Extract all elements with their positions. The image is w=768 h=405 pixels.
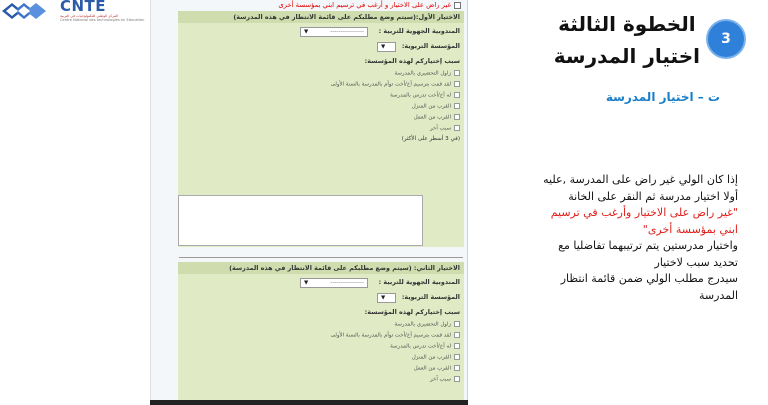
- instruction-line: المدرسة: [699, 288, 738, 302]
- not-satisfied-checkbox[interactable]: [278, 1, 461, 9]
- choice2-option[interactable]: القرب من المنزل: [412, 354, 460, 361]
- checkbox-icon[interactable]: [454, 92, 460, 98]
- instruction-line: واختيار مدرستين يتم ترتيبهما تفاضليا مع: [558, 239, 738, 252]
- checkbox-icon[interactable]: [454, 70, 460, 76]
- choice2-header: الاختيار الثاني: (سيتم وضع مطلبكم على قائمة الانتظار في هذه المدرسة): [178, 262, 464, 274]
- checkbox-icon[interactable]: [454, 81, 460, 87]
- dropdown-arrow-icon: ▼: [304, 280, 309, 286]
- step-title: [554, 8, 700, 72]
- choice1-region-select[interactable]: ▼ -----------------: [300, 27, 368, 37]
- checkbox-icon[interactable]: [454, 332, 460, 338]
- logo-subtitle-fr: Centre National des technologies en Education: [60, 18, 145, 22]
- choice1-region-label: المندوبية الجهوية للتربية :: [378, 27, 460, 35]
- checkbox-icon[interactable]: [454, 2, 461, 9]
- choice1-school-select[interactable]: [377, 42, 396, 52]
- choice2-option[interactable]: لقد قمت بترسيم أخ/أخت توأم بالمدرسة بالسنة الأولى: [331, 332, 460, 339]
- choice2-school-select[interactable]: [377, 293, 396, 303]
- choice1-option[interactable]: سبب آخر: [430, 125, 460, 132]
- choice1-reason-label: سبب إختياركم لهذه المؤسسة:: [364, 57, 460, 65]
- step-number-badge: 3: [708, 21, 744, 57]
- dropdown-arrow-icon: ▼: [381, 295, 386, 301]
- choice1-option[interactable]: القرب من العمل: [414, 114, 460, 121]
- section-subtitle: ت – اختيار المدرسة: [605, 90, 720, 104]
- dropdown-arrow-icon: ▼: [381, 44, 386, 50]
- choice2-section: [178, 262, 464, 402]
- choice1-option[interactable]: القرب من المنزل: [412, 103, 460, 110]
- choice2-school-label: المؤسسة التربوية:: [401, 293, 460, 301]
- slide-content: [476, 0, 768, 405]
- cnte-logo-icon: [2, 2, 54, 20]
- instruction-highlight: ابني بمؤسسة أخرى": [642, 222, 738, 236]
- choice2-region-select[interactable]: ▼ -----------------: [300, 278, 368, 288]
- checkbox-icon[interactable]: [454, 354, 460, 360]
- choice2-option[interactable]: القرب من العمل: [414, 365, 460, 372]
- instruction-highlight: "غير راض على الاختيار وأرغب في ترسيم: [550, 206, 738, 219]
- step-title-line2: اختيار المدرسة: [553, 44, 700, 68]
- logo-subtitle-ar: المركز الوطني للتكنولوجيات في التربية: [60, 14, 119, 18]
- panel-bottom-border: [150, 400, 468, 405]
- checkbox-icon[interactable]: [454, 376, 460, 382]
- instruction-line: سيدرج مطلب الولي ضمن قائمة انتظار: [560, 272, 738, 285]
- form-screenshot-panel: [150, 0, 468, 402]
- choice2-option[interactable]: سبب آخر: [430, 376, 460, 383]
- choice2-option[interactable]: له أخ/أخت تدرس بالمدرسة: [390, 343, 460, 350]
- logo-name: CNTE: [60, 0, 107, 15]
- dropdown-arrow-icon: ▼: [304, 29, 309, 35]
- choice2-option[interactable]: زاول التحضيري بالمدرسة: [394, 321, 460, 328]
- choice1-note: (في 3 أسطر على الأكثر): [401, 136, 460, 142]
- choice1-option[interactable]: زاول التحضيري بالمدرسة: [394, 70, 460, 77]
- choice1-option[interactable]: لقد قمت بترسيم أخ/أخت توأم بالمدرسة بالسنة الأولى: [331, 81, 460, 88]
- section-divider: [179, 257, 463, 258]
- checkbox-icon[interactable]: [454, 365, 460, 371]
- choice2-region-label: المندوبية الجهوية للتربية :: [378, 278, 460, 286]
- checkbox-icon[interactable]: [454, 125, 460, 131]
- choice1-header: الاختيار الأول:(سيتم وضع مطلبكم على قائمة الانتظار في هذه المدرسة): [178, 11, 464, 23]
- instructions-text: [488, 172, 738, 304]
- cnte-logo: [2, 0, 145, 22]
- choice1-school-label: المؤسسة التربوية:: [401, 42, 460, 50]
- checkbox-icon[interactable]: [454, 114, 460, 120]
- instruction-line: إذا كان الولي غير راض على المدرسة ,عليه: [543, 173, 738, 186]
- other-reason-textarea[interactable]: [178, 195, 423, 246]
- instruction-line: تحديد سبب لاختيار: [654, 255, 738, 269]
- checkbox-icon[interactable]: [454, 343, 460, 349]
- step-title-line1: الخطوة الثالثة: [558, 12, 696, 36]
- choice1-option[interactable]: له أخ/أخت تدرس بالمدرسة: [390, 92, 460, 99]
- choice2-reason-label: سبب إختياركم لهذه المؤسسة:: [364, 308, 460, 316]
- checkbox-icon[interactable]: [454, 321, 460, 327]
- not-satisfied-label: غير راض على الاختيار و أرغب في ترسيم ابني بمؤسسة أخرى: [278, 1, 451, 9]
- instruction-line: أولا اختيار مدرسة ثم النقر على الخانة: [568, 189, 738, 203]
- checkbox-icon[interactable]: [454, 103, 460, 109]
